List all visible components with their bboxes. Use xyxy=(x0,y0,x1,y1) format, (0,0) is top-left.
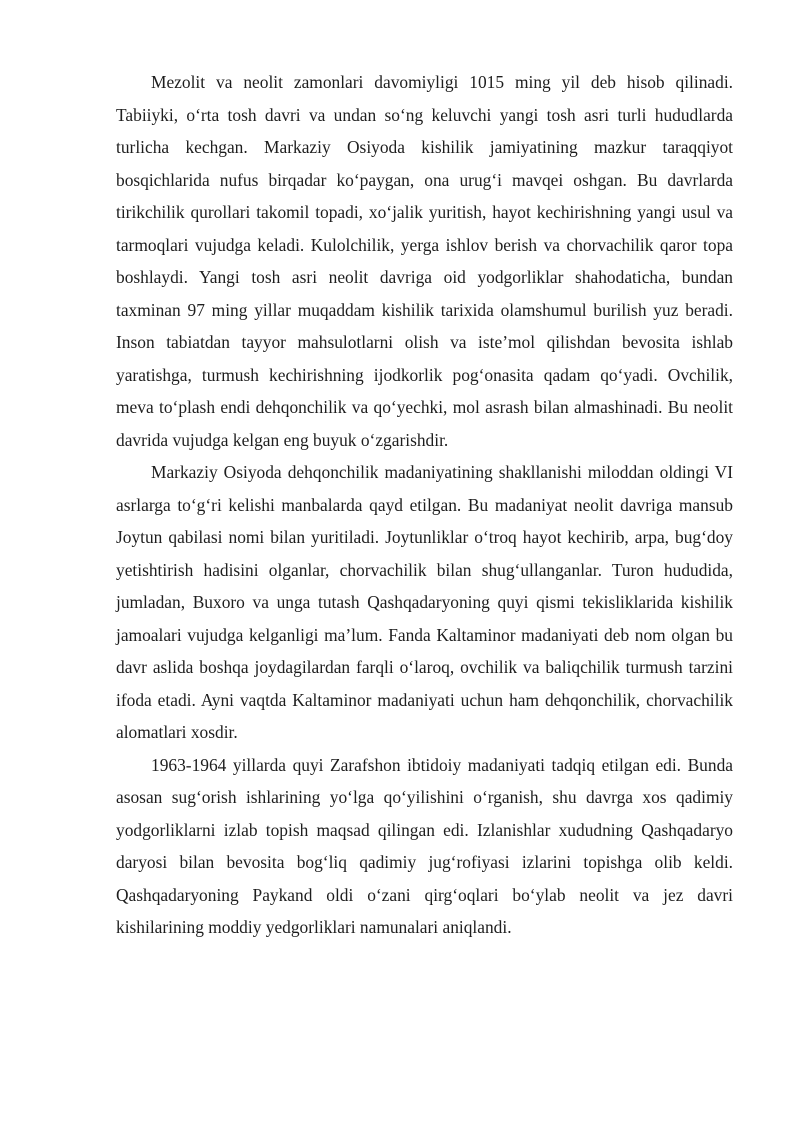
paragraph-zarafshon-tadqiqoti: 1963-1964 yillarda quyi Zarafshon ibtidoiy madaniyati tadqiq etilgan edi. Bunda asosan sug‘orish ishlarining yo‘lga qo‘yilishini o‘rganish, shu davrga xos qadimiy yodgorliklarni izlab topish maqsad qilingan edi. Izlanishlar xududning Qashqadaryo daryosi bilan bevosita bog‘liq qadimiy jug‘rofiyasi izlarini topishga olib keldi. Qashqadaryoning Paykand oldi o‘zani qirg‘oqlari bo‘ylab neolit va jez davri kishilarining moddiy yedgorliklari namunalari aniqlandi. xyxy=(116,754,733,937)
paragraph-dehqonchilik-madaniyati: Markaziy Osiyoda dehqonchilik madaniyatining shakllanishi miloddan oldingi VI asrlarga to‘g‘ri kelishi manbalarda qayd etilgan. Bu madaniyat neolit davriga mansub Joytun qabilasi nomi bilan yuritiladi. Joytunliklar o‘troq hayot kechirib, arpa, bug‘doy yetishtirish hadisini olganlar, chorvachilik bilan shug‘ullanganlar. Turon hududida, jumladan, Buxoro va unga tutash Qashqadaryoning quyi qismi tekisliklarida kishilik jamoalari vujudga kelganligi ma’lum. Fanda Kaltaminor madaniyati deb nom olgan bu davr aslida boshqa joydagilardan farqli o‘laroq, ovchilik va baliqchilik turmush tarzini ifoda etadi. Ayni vaqtda Kaltaminor madaniyati uchun ham dehqonchilik, chorvachilik alomatlari xosdir. xyxy=(116,462,733,742)
body-text xyxy=(116,66,733,944)
paragraph-mezolit-neolit: Mezolit va neolit zamonlari davomiyligi 1015 ming yil deb hisob qilinadi. Tabiiyki, o‘rta tosh davri va undan so‘ng keluvchi yangi tosh asri turli hududlarda turlicha kechgan. Markaziy Osiyoda kishilik jamiyatining mazkur taraqqiyot bosqichlarida nufus birqadar ko‘paygan, ona urug‘i mavqei oshgan. Bu davrlarda tirikchilik qurollari takomil topadi, xo‘jalik yuritish, hayot kechirishning yangi usul va tarmoqlari vujudga keladi. Kulolchilik, yerga ishlov berish va chorvachilik qaror topa boshlaydi. Yangi tosh asri neolit davriga oid yodgorliklar shahodaticha, bundan taxminan 97 ming yillar muqaddam kishilik tarixida olamshumul burilish yuz beradi. Inson tabiatdan tayyor mahsulotlarni olish va iste’mol qilishdan bevosita ishlab yaratishga, turmush kechirishning ijodkorlik pog‘onasita qadam qo‘yadi. Ovchilik, meva to‘plash endi dehqonchilik va qo‘yechki, mol asrash bilan almashinadi. Bu neolit davrida vujudga kelgan eng buyuk o‘zgarishdir. xyxy=(116,72,733,450)
